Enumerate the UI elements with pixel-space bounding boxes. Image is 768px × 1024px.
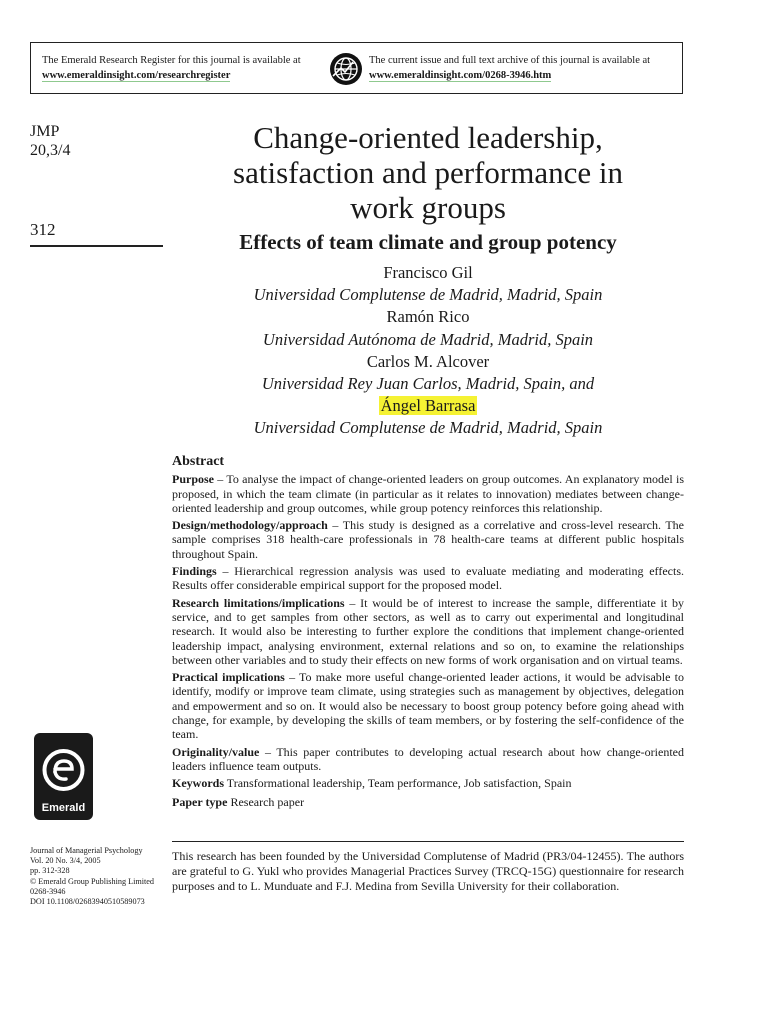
abstract-text: – Hierarchical regression analysis was used to evaluate mediating and moderating effects. Results offer considerable empirical support for the proposed model. bbox=[172, 564, 684, 593]
page-number-rule bbox=[30, 245, 163, 247]
abstract-text: – This paper contributes to developing actual research about how change-oriented leaders influence team outputs. bbox=[172, 744, 684, 773]
pub-info-line: 0268-3946 bbox=[30, 886, 66, 896]
abstract-label: Design/methodology/approach bbox=[172, 518, 328, 533]
emerald-logo-label: Emerald bbox=[41, 802, 86, 814]
register-right-text: The current issue and full text archive of this journal is available at bbox=[369, 55, 651, 66]
publication-info bbox=[30, 846, 170, 907]
author-affiliation: Universidad Rey Juan Carlos, Madrid, Spain, and bbox=[261, 374, 595, 394]
pub-info-line: © Emerald Group Publishing Limited bbox=[30, 876, 155, 886]
journal-code: JMP bbox=[30, 123, 60, 140]
abstract-label: Paper type bbox=[172, 794, 228, 809]
abstract-text: – To analyse the impact of change-oriented leaders on group outcomes. An explanatory model is proposed, in which the team climate (in particular as it relates to innovation) mediates between change-oriented leadership and group outcomes, while group potency reinforces this relationship. bbox=[172, 472, 684, 515]
pub-info-line: Vol. 20 No. 3/4, 2005 bbox=[30, 856, 101, 866]
register-left bbox=[42, 53, 301, 83]
author-affiliation: Universidad Autónoma de Madrid, Madrid, Spain bbox=[262, 329, 594, 349]
journal-archive-link[interactable]: www.emeraldinsight.com/0268-3946.htm bbox=[369, 70, 552, 81]
author-name: Francisco Gil bbox=[383, 263, 473, 282]
abstract-purpose bbox=[172, 472, 684, 515]
abstract-section bbox=[172, 455, 684, 812]
abstract-findings bbox=[172, 564, 684, 593]
emerald-logo bbox=[34, 733, 93, 820]
abstract-label: Research limitations/implications bbox=[172, 595, 345, 610]
emerald-e-icon bbox=[34, 739, 93, 803]
abstract-text: – It would be of interest to increase the sample, differentiate it by service, and to get samples from other sectors, as well as to carry out experimental and longitudinal research. It would also be interesting to further explore the conditions that implement change-oriented leadership impact, analysing environment, external relations and so on, to examine the relationships between other variables and to study their effects on new forms of work organisation and on virtual teams. bbox=[172, 595, 685, 667]
abstract-paper-type bbox=[172, 795, 684, 809]
abstract-label: Purpose bbox=[172, 472, 214, 487]
abstract-text: – This study is designed as a correlative and cross-level research. The sample comprises 318 health-care professionals in 78 health-care teams at different public hospitals throughout Spain. bbox=[172, 518, 684, 561]
title-line-1: Change-oriented leadership, bbox=[253, 120, 603, 155]
research-register-link[interactable]: www.emeraldinsight.com/researchregister bbox=[42, 70, 231, 81]
register-right bbox=[369, 53, 650, 83]
author-name: Ramón Rico bbox=[386, 307, 470, 327]
research-register-box bbox=[30, 42, 683, 94]
page-number: 312 bbox=[30, 220, 56, 239]
pub-info-line: DOI 10.1108/02683940510589073 bbox=[30, 897, 145, 907]
pub-info-line: Journal of Managerial Psychology bbox=[30, 846, 143, 855]
author-name-highlighted bbox=[172, 395, 684, 417]
abstract-design bbox=[172, 518, 684, 561]
title-line-2: satisfaction and performance in bbox=[233, 155, 623, 190]
abstract-originality bbox=[172, 745, 684, 774]
article-title bbox=[172, 120, 684, 225]
globe-icon bbox=[329, 52, 363, 86]
abstract-heading: Abstract bbox=[172, 454, 225, 469]
abstract-label: Findings bbox=[172, 564, 217, 579]
abstract-label: Practical implications bbox=[172, 670, 285, 685]
pub-info-line: pp. 312-328 bbox=[30, 866, 70, 876]
footnote-rule bbox=[172, 841, 684, 842]
abstract-text: Research paper bbox=[227, 794, 305, 809]
abstract-label: Originality/value bbox=[172, 744, 260, 759]
author-name: Carlos M. Alcover bbox=[366, 351, 490, 371]
author-affiliation: Universidad Complutense de Madrid, Madrid, Spain bbox=[253, 418, 603, 438]
highlighted-text[interactable]: Ángel Barrasa bbox=[380, 396, 476, 416]
journal-reference bbox=[30, 122, 70, 160]
funding-note: This research has been founded by the Universidad Complutense of Madrid (PR3/04-12455). The authors are grateful to G. Yukl who provides Managerial Practices Survey (TRCQ-15G) questionnaire for research purposes and to L. Munduate and F.J. Medina from Sevilla University for their collaboration. bbox=[172, 849, 684, 893]
article-subtitle: Effects of team climate and group potency bbox=[239, 230, 617, 254]
abstract-text: – To make more useful change-oriented leader actions, it would be advisable to identify, modify or improve team climate, using strategies such as management by objectives, delegation and empowerment and so on. It would also be necessary to boost group potency before going ahead with change, for example, by developing the skills of team members, or by fostering the self-confidence of the team. bbox=[172, 670, 684, 742]
abstract-label: Keywords bbox=[172, 776, 224, 791]
title-line-3: work groups bbox=[350, 190, 506, 225]
author-list bbox=[172, 262, 684, 440]
register-left-text: The Emerald Research Register for this journal is available at bbox=[42, 55, 301, 66]
abstract-limitations bbox=[172, 596, 684, 667]
abstract-practical bbox=[172, 670, 684, 741]
journal-volume: 20,3/4 bbox=[30, 142, 71, 159]
abstract-text: Transformational leadership, Team performance, Job satisfaction, Spain bbox=[224, 776, 572, 791]
author-affiliation: Universidad Complutense de Madrid, Madrid, Spain bbox=[253, 285, 603, 305]
abstract-keywords bbox=[172, 776, 684, 790]
